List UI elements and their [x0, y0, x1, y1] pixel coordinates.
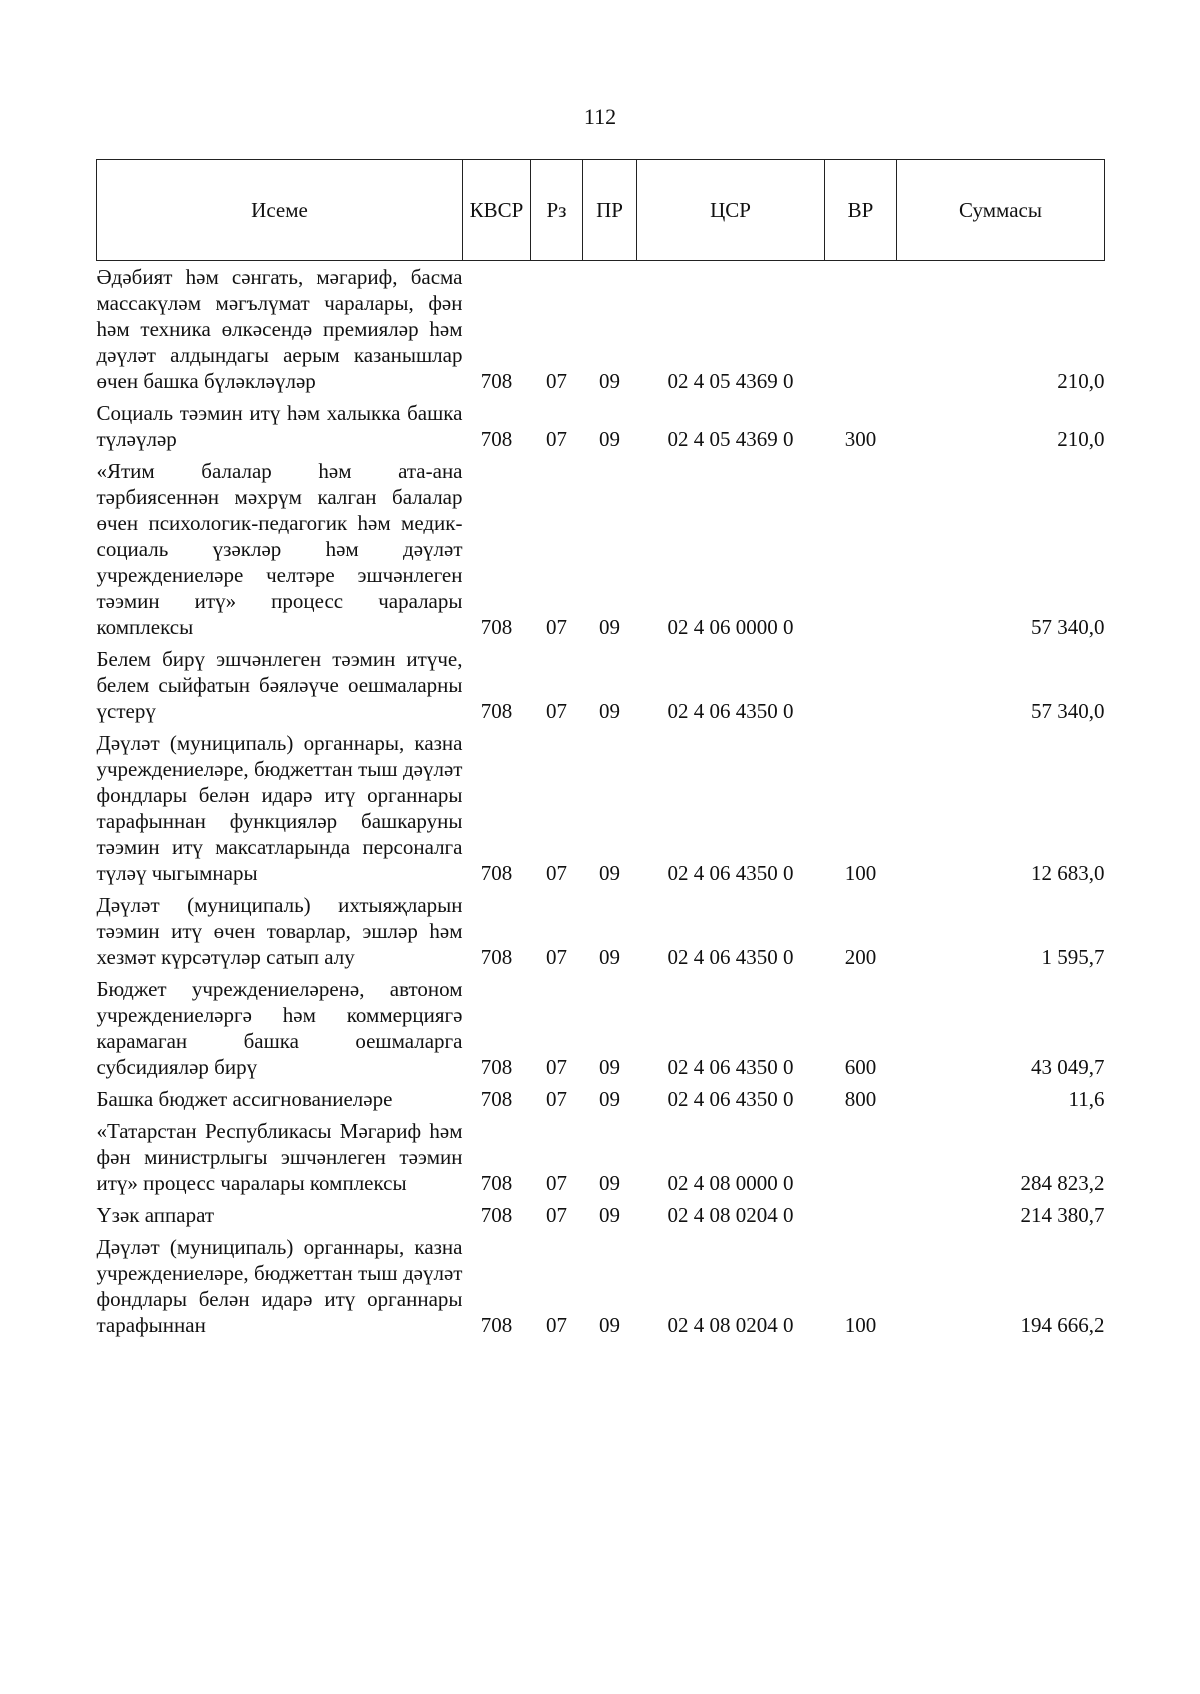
row-csr: 02 4 08 0204 0	[667, 1203, 794, 1227]
row-vr	[825, 1115, 897, 1199]
row-name: Белем бирү эшчәнлеген тәэмин итүче, белем сыйфатын бәяләүче оешмаларны үстерү	[96, 647, 463, 723]
row-sum: 57 340,0	[1031, 615, 1105, 639]
row-kvsr: 708	[480, 699, 513, 723]
row-kvsr: 708	[480, 945, 513, 969]
row-vr: 200	[844, 945, 877, 969]
row-name: Дәүләт (муниципаль) ихтыяҗларын тәэмин итү өчен товарлар, эшләр һәм хезмәт күрсәтүләр сатып алу	[96, 893, 463, 969]
row-sum: 1 595,7	[1041, 945, 1105, 969]
row-rz: 07	[546, 699, 567, 723]
row-rz: 07	[546, 1313, 567, 1337]
row-pr: 09	[599, 1087, 620, 1111]
row-rz: 07	[546, 1055, 567, 1079]
row-name: «Ятим балалар һәм ата-ана тәрбиясеннән мәхрүм калган балалар өчен психологик-педагогик һәм медик-социаль үзәкләр һәм дәүләт учреждениеләре челтәре эшчәнлеген тәэмин итү» процесс чаралары комплексы	[96, 459, 463, 639]
row-rz: 07	[546, 1203, 567, 1227]
row-pr: 09	[599, 427, 620, 451]
page-number: 112	[583, 104, 617, 129]
row-rz: 07	[546, 1171, 567, 1195]
table-row	[97, 455, 1105, 643]
row-kvsr: 708	[480, 1203, 513, 1227]
row-sum: 12 683,0	[1031, 861, 1105, 885]
table-row	[97, 1231, 1105, 1341]
row-csr: 02 4 06 4350 0	[667, 699, 794, 723]
row-rz: 07	[546, 945, 567, 969]
row-sum: 284 823,2	[1020, 1171, 1105, 1195]
row-csr: 02 4 05 4369 0	[667, 369, 794, 393]
row-kvsr: 708	[480, 861, 513, 885]
row-pr: 09	[599, 699, 620, 723]
row-vr: 100	[844, 861, 877, 885]
row-csr: 02 4 06 4350 0	[667, 1055, 794, 1079]
row-name: Бюджет учреждениеләренә, автоном учреждениеләргә һәм коммерциягә карамаган башка оешмаларга субсидияләр бирү	[96, 977, 463, 1079]
row-sum: 11,6	[1068, 1087, 1105, 1111]
table-row	[97, 1199, 1105, 1231]
row-csr: 02 4 06 0000 0	[667, 615, 794, 639]
header-pr: ПР	[583, 160, 637, 261]
row-name: «Татарстан Республикасы Мәгариф һәм фән министрлыгы эшчәнлеген тәэмин итү» процесс чаралары комплексы	[96, 1119, 463, 1195]
table-row	[97, 1083, 1105, 1115]
row-kvsr: 708	[480, 369, 513, 393]
row-rz: 07	[546, 427, 567, 451]
header-rz: Рз	[531, 160, 583, 261]
table-row	[97, 397, 1105, 455]
row-sum: 210,0	[1057, 369, 1105, 393]
table-row	[97, 889, 1105, 973]
row-pr: 09	[599, 615, 620, 639]
row-kvsr: 708	[480, 615, 513, 639]
row-name: Дәүләт (муниципаль) органнары, казна учреждениеләре, бюджеттан тыш дәүләт фондлары белән идарә итү органнары тарафыннан функцияләр башкаруны тәэмин итү максатларында персоналга түләү чыгымнары	[96, 731, 463, 885]
row-sum: 194 666,2	[1020, 1313, 1105, 1337]
row-vr: 600	[844, 1055, 877, 1079]
table-row	[97, 973, 1105, 1083]
row-kvsr: 708	[480, 1087, 513, 1111]
row-name: Социаль тәэмин итү һәм халыкка башка түләүләр	[96, 401, 463, 451]
row-csr: 02 4 06 4350 0	[667, 861, 794, 885]
row-kvsr: 708	[480, 1055, 513, 1079]
row-vr	[825, 455, 897, 643]
row-name: Башка бюджет ассигнованиеләре	[96, 1087, 393, 1111]
row-pr: 09	[599, 1055, 620, 1079]
table-row	[97, 727, 1105, 889]
row-csr: 02 4 06 4350 0	[667, 1087, 794, 1111]
header-sum: Суммасы	[897, 160, 1105, 261]
row-rz: 07	[546, 369, 567, 393]
table-row	[97, 643, 1105, 727]
row-kvsr: 708	[480, 1313, 513, 1337]
row-csr: 02 4 06 4350 0	[667, 945, 794, 969]
row-csr: 02 4 08 0000 0	[667, 1171, 794, 1195]
row-kvsr: 708	[480, 427, 513, 451]
row-sum: 214 380,7	[1020, 1203, 1105, 1227]
row-csr: 02 4 08 0204 0	[667, 1313, 794, 1337]
row-sum: 57 340,0	[1031, 699, 1105, 723]
header-name: Исеме	[97, 160, 463, 261]
row-pr: 09	[599, 369, 620, 393]
header-kvsr: КВСР	[463, 160, 531, 261]
row-pr: 09	[599, 1203, 620, 1227]
row-name: Әдәбият һәм сәнгать, мәгариф, басма массакүләм мәгълүмат чаралары, фән һәм техника өлкәсендә премияләр һәм дәүләт алдындагы аерым казанышлар өчен башка бүләкләүләр	[96, 265, 463, 393]
row-vr: 300	[844, 427, 877, 451]
table-row	[97, 1115, 1105, 1199]
row-vr: 100	[844, 1313, 877, 1337]
row-name: Дәүләт (муниципаль) органнары, казна учреждениеләре, бюджеттан тыш дәүләт фондлары белән идарә итү органнары тарафыннан	[96, 1235, 463, 1337]
row-vr	[825, 1199, 897, 1231]
row-name: Үзәк аппарат	[96, 1203, 215, 1227]
row-sum: 43 049,7	[1031, 1055, 1105, 1079]
row-sum: 210,0	[1057, 427, 1105, 451]
row-pr: 09	[599, 945, 620, 969]
row-rz: 07	[546, 1087, 567, 1111]
row-rz: 07	[546, 861, 567, 885]
header-csr: ЦСР	[637, 160, 825, 261]
row-vr	[825, 643, 897, 727]
table-header-row	[97, 160, 1105, 261]
row-rz: 07	[546, 615, 567, 639]
row-pr: 09	[599, 1313, 620, 1337]
row-vr	[825, 261, 897, 398]
row-csr: 02 4 05 4369 0	[667, 427, 794, 451]
row-pr: 09	[599, 1171, 620, 1195]
row-vr: 800	[844, 1087, 877, 1111]
row-pr: 09	[599, 861, 620, 885]
header-vr: ВР	[825, 160, 897, 261]
table-row	[97, 261, 1105, 398]
budget-table	[96, 159, 1105, 1341]
row-kvsr: 708	[480, 1171, 513, 1195]
